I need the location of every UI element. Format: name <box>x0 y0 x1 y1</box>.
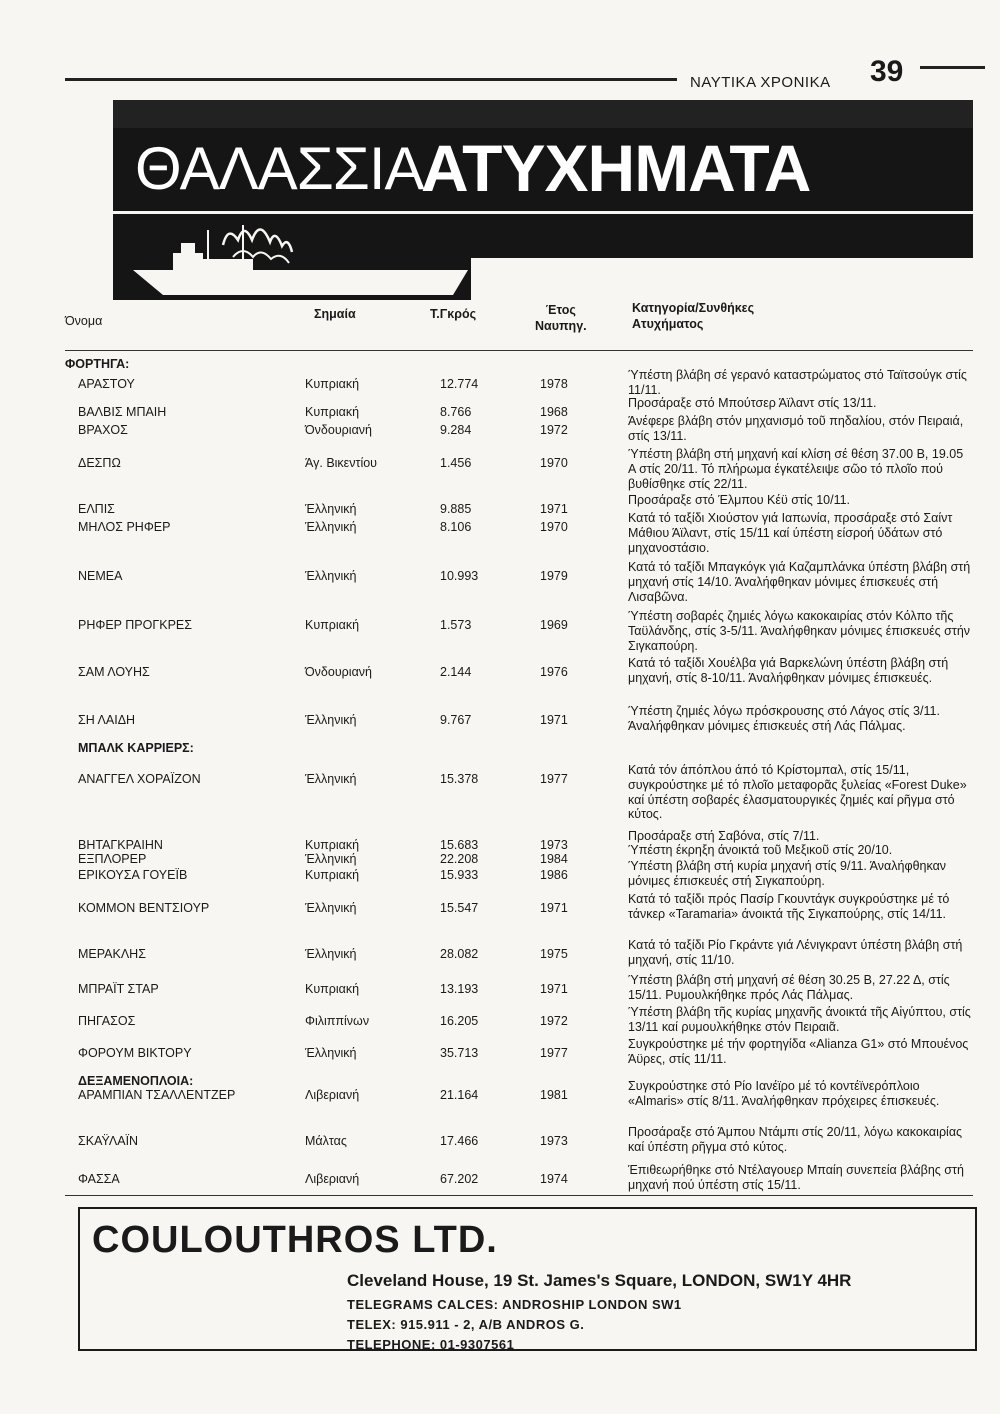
accident-description: Ύπέστη βλάβη στή κυρία μηχανή στίς 9/11. Άναλήφθηκαν μόνιμες έπισκευές στή Σιγκαπούρη. <box>628 859 947 888</box>
ship-gross-tonnage: 9.885 <box>440 502 472 516</box>
ad-telephone: TELEPHONE: 01-9307561 <box>347 1337 515 1352</box>
accident-description: Άνέφερε βλάβη στόν μηχανισμό τοῦ πηδαλίου, στόν Πειραιά, στίς 13/11. <box>628 414 964 443</box>
ship-flag: Έλληνική <box>305 947 357 961</box>
accident-description: Συγκρούστηκε μέ τήν φορτηγίδα «Alianza G1» στό Μπουένος Άϋρες, στίς 11/11. <box>628 1037 969 1066</box>
ship-name: ΒΗΤΑΓΚΡΑΙΗΝ <box>78 838 163 852</box>
ship-flag: Κυπριακή <box>305 868 360 882</box>
ship-flag: Κυπριακή <box>305 377 360 391</box>
col-header-category <box>632 300 754 332</box>
ship-gross-tonnage: 10.993 <box>440 569 479 583</box>
accident-description: Προσάραξε στό Μπούτσερ Άϊλαντ στίς 13/11. <box>628 396 877 410</box>
accident-description: Προσάραξε στό Άμπου Ντάμπι στίς 20/11, λόγω κακοκαιρίας καί ύπέστη ρῆγμα στό κύτος. <box>628 1125 963 1154</box>
ship-flag: Έλληνική <box>305 772 357 786</box>
ship-flag: Έλληνική <box>305 502 357 516</box>
ship-gross-tonnage: 67.202 <box>440 1172 479 1186</box>
ship-flag: Κυπριακή <box>305 405 360 419</box>
col-header-year-line2: Ναυπηγ. <box>535 319 587 333</box>
ship-gross-tonnage: 21.164 <box>440 1088 479 1102</box>
col-header-flag: Σημαία <box>314 307 356 321</box>
ship-flag: Έλληνική <box>305 901 357 915</box>
accident-description: Ύπέστη σοβαρές ζημιές λόγω κακοκαιρίας στόν Κόλπο τῆς Ταϋλάνδης, στίς 3-5/11. Άναλήφθηκαν μόνιμες έπισκευές στήν Σιγκαπούρη. <box>628 609 971 653</box>
ship-name: ΡΗΦΕΡ ΠΡΟΓΚΡΕΣ <box>78 618 192 632</box>
ship-flag: Φιλιππίνων <box>305 1014 370 1028</box>
title-thin: ΘΑΛΑΣΣΙΑ <box>135 135 424 202</box>
ship-build-year: 1971 <box>540 901 568 915</box>
ship-name: ΣΚΑΫΛΑΪΝ <box>78 1134 139 1148</box>
ship-name: ΦΑΣΣΑ <box>78 1172 120 1186</box>
ship-flag: Μάλτας <box>305 1134 347 1148</box>
ship-build-year: 1977 <box>540 1046 568 1060</box>
ship-name: ΒΡΑΧΟΣ <box>78 423 128 437</box>
accident-description: Ύπέστη βλάβη στή μηχανή σέ θέση 30.25 Β, 27.22 Δ, στίς 15/11. Ρυμουλκήθηκε πρός Λάς Πάλμας. <box>628 973 950 1002</box>
ship-gross-tonnage: 15.683 <box>440 838 479 852</box>
magazine-title: ΝΑΥΤΙΚΑ ΧΡΟΝΙΚΑ <box>690 74 831 91</box>
ship-build-year: 1971 <box>540 982 568 996</box>
advertisement <box>78 1207 977 1351</box>
ship-gross-tonnage: 8.766 <box>440 405 472 419</box>
ship-name: ΕΡΙΚΟΥΣΑ ΓΟΥΕΪΒ <box>78 868 188 882</box>
ship-build-year: 1971 <box>540 713 568 727</box>
ship-name: ΝΕΜΕΑ <box>78 569 123 583</box>
title-bold: ΑΤΥΧΗΜΑΤΑ <box>421 131 811 205</box>
ship-name: ΣΑΜ ΛΟΥΗΣ <box>78 665 150 679</box>
accident-description: Προσάραξε στό Έλμπου Κέϋ στίς 10/11. <box>628 493 851 507</box>
ship-build-year: 1986 <box>540 868 568 882</box>
ship-flag: Κυπριακή <box>305 618 360 632</box>
ship-name: ΑΡΑΜΠΙΑΝ ΤΣΑΛΛΕΝΤΖΕΡ <box>78 1088 236 1102</box>
ad-company-name: COULOUTHROS LTD. <box>92 1219 498 1261</box>
ship-name: ΑΝΑΓΓΕΛ ΧΟΡΑΪΖΟΝ <box>78 772 201 786</box>
ship-build-year: 1973 <box>540 1134 568 1148</box>
ship-gross-tonnage: 15.933 <box>440 868 479 882</box>
ship-build-year: 1979 <box>540 569 568 583</box>
ship-gross-tonnage: 12.774 <box>440 377 479 391</box>
ship-name: ΑΡΑΣΤΟΥ <box>78 377 135 391</box>
ship-flag: Όνδουριανή <box>305 665 372 679</box>
ship-gross-tonnage: 22.208 <box>440 852 479 866</box>
ship-flag: Κυπριακή <box>305 838 360 852</box>
ship-gross-tonnage: 1.573 <box>440 618 472 632</box>
ship-name: ΕΞΠΛΟΡΕΡ <box>78 852 147 866</box>
ship-flag: Όνδουριανή <box>305 423 372 437</box>
ship-flag: Λιβεριανή <box>305 1172 360 1186</box>
header-rule-right <box>920 66 985 69</box>
accident-description: Ύπέστη βλάβη τῆς κυρίας μηχανῆς άνοικτά τῆς Αἰγύπτου, στίς 13/11 καί ρυμουλκήθηκε στόν Πειραιᾶ. <box>628 1005 971 1034</box>
ship-gross-tonnage: 16.205 <box>440 1014 479 1028</box>
section-bulk-carriers: ΜΠΑΛΚ ΚΑΡΡΙΕΡΣ: <box>78 741 194 755</box>
ship-gross-tonnage: 35.713 <box>440 1046 479 1060</box>
ship-build-year: 1975 <box>540 947 568 961</box>
ship-gross-tonnage: 8.106 <box>440 520 472 534</box>
ship-name: ΜΗΛΟΣ ΡΗΦΕΡ <box>78 520 171 534</box>
ad-address: Cleveland House, 19 St. James's Square, LONDON, SW1Y 4HR <box>347 1271 852 1290</box>
ship-gross-tonnage: 17.466 <box>440 1134 479 1148</box>
accident-description: Προσάραξε στή Σαβόνα, στίς 7/11. <box>628 829 820 843</box>
ship-gross-tonnage: 15.547 <box>440 901 479 915</box>
ship-name: ΣΗ ΛΑΙΔΗ <box>78 713 136 727</box>
ship-build-year: 1971 <box>540 502 568 516</box>
accident-description: Έπιθεωρήθηκε στό Ντέλαγουερ Μπαίη συνεπεία βλάβης στή μηχανή πού ύπέστη στίς 15/11. <box>628 1163 964 1192</box>
ship-build-year: 1981 <box>540 1088 568 1102</box>
ship-name: ΦΟΡΟΥΜ ΒΙΚΤΟΡΥ <box>78 1046 192 1060</box>
ship-name: ΜΠΡΑΪΤ ΣΤΑΡ <box>78 982 159 996</box>
ship-build-year: 1973 <box>540 838 568 852</box>
ship-gross-tonnage: 9.767 <box>440 713 472 727</box>
accident-description: Κατά τό ταξίδι Χιούστον γιά Ιαπωνία, προσάραξε στό Σαίντ Μάθιου Άϊλαντ, στίς 15/11 καί ύπέστη είσροή ύδάτων στό μηχανοστάσιο. <box>628 511 953 555</box>
ship-build-year: 1977 <box>540 772 568 786</box>
title-banner <box>113 100 973 300</box>
accident-description: Ύπέστη βλάβη σέ γερανό καταστρώματος στό Ταϊτσούγκ στίς 11/11. <box>628 368 967 397</box>
ship-name: ΕΛΠΙΣ <box>78 502 115 516</box>
ship-build-year: 1968 <box>540 405 568 419</box>
ad-telex: TELEX: 915.911 - 2, A/B ANDROS G. <box>347 1317 585 1332</box>
ship-flag: Λιβεριανή <box>305 1088 360 1102</box>
ship-name: ΜΕΡΑΚΛΗΣ <box>78 947 146 961</box>
ad-telegrams: TELEGRAMS CALCES: ANDROSHIP LONDON SW1 <box>347 1297 682 1312</box>
ship-name: ΠΗΓΑΣΟΣ <box>78 1014 136 1028</box>
ship-build-year: 1976 <box>540 665 568 679</box>
ship-build-year: 1972 <box>540 423 568 437</box>
burning-ship-icon <box>133 215 473 300</box>
ship-build-year: 1978 <box>540 377 568 391</box>
ship-gross-tonnage: 2.144 <box>440 665 472 679</box>
ship-flag: Άγ. Βικεντίου <box>305 456 378 470</box>
ship-flag: Έλληνική <box>305 520 357 534</box>
ship-build-year: 1970 <box>540 520 568 534</box>
ship-build-year: 1970 <box>540 456 568 470</box>
ship-build-year: 1969 <box>540 618 568 632</box>
ship-flag: Έλληνική <box>305 713 357 727</box>
ship-flag: Έλληνική <box>305 852 357 866</box>
ship-build-year: 1984 <box>540 852 568 866</box>
accident-description: Ύπέστη ζημιές λόγω πρόσκρουσης στό Λάγος στίς 3/11. Άναλήφθηκαν μόνιμες έπισκευές στή Λάς Πάλμας. <box>628 704 940 733</box>
table-end-rule <box>65 1195 973 1196</box>
col-header-year <box>535 302 587 334</box>
banner-stripe <box>113 211 973 214</box>
col-header-name: Όνομα <box>65 314 103 328</box>
section-tankers: ΔΕΞΑΜΕΝΟΠΛΟΙΑ: <box>78 1074 194 1088</box>
banner-top-band <box>113 100 973 128</box>
ship-flag: Κυπριακή <box>305 982 360 996</box>
ship-gross-tonnage: 28.082 <box>440 947 479 961</box>
accident-description: Κατά τό ταξίδι Ρίο Γκράντε γιά Λένιγκραντ ύπέστη βλάβη στή μηχανή, στίς 11/10. <box>628 938 963 967</box>
ship-flag: Έλληνική <box>305 569 357 583</box>
ship-gross-tonnage: 9.284 <box>440 423 472 437</box>
section-cargo: ΦΟΡΤΗΓΑ: <box>65 357 130 371</box>
ship-gross-tonnage: 13.193 <box>440 982 479 996</box>
header-rule-left <box>65 78 677 81</box>
ship-gross-tonnage: 1.456 <box>440 456 472 470</box>
ship-name: ΚΟΜΜΟΝ ΒΕΝΤΣΙΟΥΡ <box>78 901 210 915</box>
ship-build-year: 1972 <box>540 1014 568 1028</box>
accident-description: Ύπέστη βλάβη στή μηχανή καί κλίση σέ θέση 37.00 Β, 19.05 Α στίς 20/11. Τό πλήρωμα έγκατέλειψε σῶο τό πλοῖο πού βυθίσθηκε στίς 22/11. <box>628 447 964 491</box>
accident-description: Κατά τό ταξίδι πρός Πασίρ Γκουντάγκ συγκρούστηκε μέ τό τάνκερ «Taramaria» άνοικτά τῆς Σιγκαπούρης, στίς 14/11. <box>628 892 950 921</box>
col-header-gross: Τ.Γκρός <box>430 307 477 321</box>
ship-flag: Έλληνική <box>305 1046 357 1060</box>
accident-description: Κατά τό ταξίδι Μπαγκόγκ γιά Καζαμπλάνκα ύπέστη βλάβη στή μηχανή στίς 14/10. Άναλήφθηκαν μόνιμες έπισκευές στή Λισαβῶνα. <box>628 560 971 604</box>
col-header-category-line1: Κατηγορία/Συνθήκες <box>632 301 755 315</box>
accident-description: Κατά τόν άπόπλου άπό τό Κρίστομπαλ, στίς 15/11, συγκρούστηκε μέ τό πλοῖο μεταφορᾶς ξυλείας «Forest Duke» καί ύπέστη σοβαρές έλασματουργικές ζημιές καί ρῆγμα στό κύτος. <box>628 763 967 822</box>
col-header-year-line1: Έτος <box>545 303 576 317</box>
ship-build-year: 1974 <box>540 1172 568 1186</box>
ship-name: ΒΑΛΒΙΣ ΜΠΑΙΗ <box>78 405 167 419</box>
ship-gross-tonnage: 15.378 <box>440 772 479 786</box>
ship-name: ΔΕΣΠΩ <box>78 456 121 470</box>
accident-description: Συγκρούστηκε στό Ρίο Ιανέϊρο μέ τό κοντέϊνερόπλοιο «Almaris» στίς 8/11. Άναλήφθηκαν πρόχειρες έπισκευές. <box>628 1079 940 1108</box>
accident-description: Ύπέστη έκρηξη άνοικτά τοῦ Μεξικοῦ στίς 20/10. <box>628 843 893 857</box>
accident-description: Κατά τό ταξίδι Χουέλβα γιά Βαρκελώνη ύπέστη βλάβη στή μηχανή, στίς 8-10/11. Άναλήφθηκαν μόνιμες έπισκευές. <box>628 656 949 685</box>
header-divider <box>65 350 973 351</box>
page-number: 39 <box>870 55 904 88</box>
banner-cutout <box>471 258 973 300</box>
col-header-category-line2: Ατυχήματος <box>632 317 704 331</box>
